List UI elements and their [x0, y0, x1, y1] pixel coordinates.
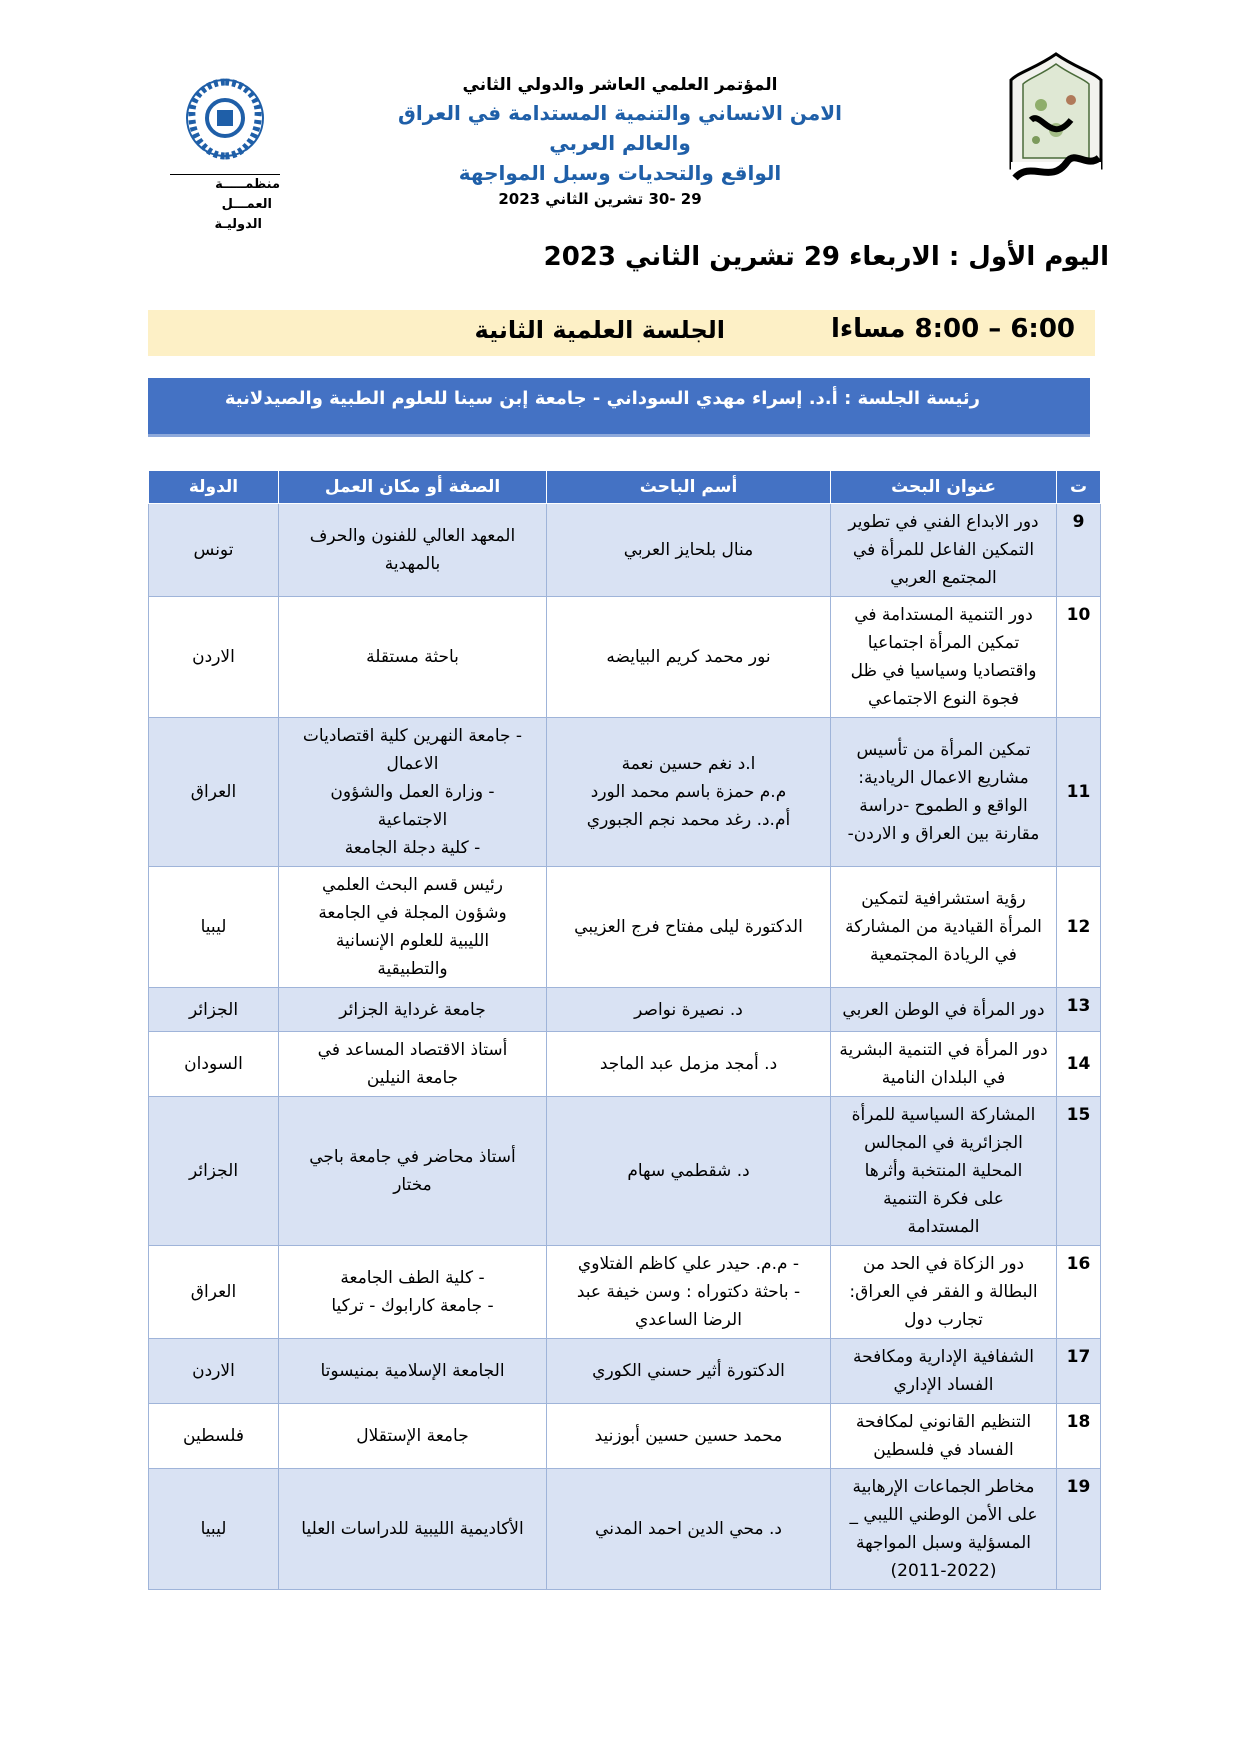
row-country: تونس	[149, 504, 279, 597]
row-affiliation: أستاذ محاضر في جامعة باجي مختار	[279, 1097, 547, 1246]
ilo-caption-3: الدوليـة	[214, 217, 262, 232]
row-affiliation: الجامعة الإسلامية بمنيسوتا	[279, 1339, 547, 1404]
ilo-caption-1: منظمـــــة	[215, 177, 280, 192]
row-num: 11	[1057, 718, 1101, 867]
row-affiliation: جامعة الإستقلال	[279, 1404, 547, 1469]
row-researcher: د. نصيرة نواصر	[547, 988, 831, 1032]
row-num: 18	[1057, 1404, 1101, 1469]
row-title: الشفافية الإدارية ومكافحة الفساد الإداري	[831, 1339, 1057, 1404]
row-researcher: نور محمد كريم البيايضه	[547, 597, 831, 718]
conference-dates: 29 -30 تشرين الثاني 2023	[498, 190, 702, 208]
row-title: تمكين المرأة من تأسيس مشاريع الاعمال الريادية: الواقع و الطموح -دراسة مقارنة بين العراق و الاردن-	[831, 718, 1057, 867]
row-affiliation: - كلية الطف الجامعة - جامعة كارابوك - تركيا	[279, 1246, 547, 1339]
table-row	[149, 597, 1101, 718]
session-name: الجلسة العلمية الثانية	[474, 316, 725, 344]
row-title: مخاطر الجماعات الإرهابية على الأمن الوطني الليبي _ المسؤلية وسبل المواجهة (2011-2022)	[831, 1469, 1057, 1590]
session-time: 6:00 – 8:00 مساءا	[830, 314, 1075, 344]
session-chair: رئيسة الجلسة : أ.د. إسراء مهدي السوداني - جامعة إبن سينا للعلوم الطبية والصيدلانية	[224, 388, 980, 409]
row-researcher: الدكتورة أثير حسني الكوري	[547, 1339, 831, 1404]
row-affiliation: المعهد العالي للفنون والحرف بالمهدية	[279, 504, 547, 597]
session-chair-bar	[148, 378, 1090, 437]
row-title: دور الابداع الفني في تطوير التمكين الفاعل للمرأة في المجتمع العربي	[831, 504, 1057, 597]
col-header-num: ت	[1057, 471, 1101, 504]
table-row	[149, 988, 1101, 1032]
row-researcher: د. شقطمي سهام	[547, 1097, 831, 1246]
row-country: العراق	[149, 718, 279, 867]
ilo-caption-2: العمـــل	[221, 197, 272, 212]
row-affiliation: باحثة مستقلة	[279, 597, 547, 718]
table-row	[149, 1469, 1101, 1590]
row-title: دور التنمية المستدامة في تمكين المرأة اجتماعيا واقتصاديا وسياسيا في ظل فجوة النوع الاجتماعي	[831, 597, 1057, 718]
row-num: 17	[1057, 1339, 1101, 1404]
row-title: التنظيم القانوني لمكافحة الفساد في فلسطين	[831, 1404, 1057, 1469]
row-num: 12	[1057, 867, 1101, 988]
row-affiliation: رئيس قسم البحث العلمي وشؤون المجلة في الجامعة الليبية للعلوم الإنسانية والتطبيقية	[279, 867, 547, 988]
conference-title: المؤتمر العلمي العاشر والدولي الثاني	[462, 75, 778, 95]
row-affiliation: أستاذ الاقتصاد المساعد في جامعة النيلين	[279, 1032, 547, 1097]
row-num: 16	[1057, 1246, 1101, 1339]
day-title: اليوم الأول : الاربعاء 29 تشرين الثاني 2023	[543, 242, 1109, 272]
table-row	[149, 718, 1101, 867]
hikma-logo	[1001, 50, 1111, 190]
row-researcher: منال بلحايز العربي	[547, 504, 831, 597]
row-num: 10	[1057, 597, 1101, 718]
row-country: فلسطين	[149, 1404, 279, 1469]
row-num: 14	[1057, 1032, 1101, 1097]
table-row	[149, 867, 1101, 988]
papers-table	[148, 470, 1101, 1590]
row-country: الاردن	[149, 1339, 279, 1404]
col-header-affiliation: الصفة أو مكان العمل	[279, 471, 547, 504]
row-title: دور المرأة في الوطن العربي	[831, 988, 1057, 1032]
row-affiliation: الأكاديمية الليبية للدراسات العليا	[279, 1469, 547, 1590]
conference-theme-line2: الواقع والتحديات وسبل المواجهة	[458, 161, 782, 185]
row-country: السودان	[149, 1032, 279, 1097]
col-header-researcher: أسم الباحث	[547, 471, 831, 504]
row-country: العراق	[149, 1246, 279, 1339]
table-row	[149, 1032, 1101, 1097]
row-num: 9	[1057, 504, 1101, 597]
table-row	[149, 1404, 1101, 1469]
table-row	[149, 1339, 1101, 1404]
row-country: الجزائر	[149, 988, 279, 1032]
table-row	[149, 1097, 1101, 1246]
row-num: 19	[1057, 1469, 1101, 1590]
row-researcher: محمد حسين حسين أبوزنيد	[547, 1404, 831, 1469]
session-bar	[148, 310, 1095, 356]
row-country: ليبيا	[149, 1469, 279, 1590]
row-country: ليبيا	[149, 867, 279, 988]
row-researcher: د. محي الدين احمد المدني	[547, 1469, 831, 1590]
conference-theme-line1: الامن الانساني والتنمية المستدامة في العراق والعالم العربي	[397, 101, 842, 155]
ilo-logo	[170, 76, 280, 232]
row-researcher: الدكتورة ليلى مفتاح فرج العزيبي	[547, 867, 831, 988]
row-title: رؤية استشرافية لتمكين المرأة القيادية من المشاركة في الريادة المجتمعية	[831, 867, 1057, 988]
row-country: الجزائر	[149, 1097, 279, 1246]
row-num: 15	[1057, 1097, 1101, 1246]
conference-header	[380, 72, 860, 188]
col-header-title: عنوان البحث	[831, 471, 1057, 504]
row-affiliation: - جامعة النهرين كلية اقتصاديات الاعمال - وزارة العمل والشؤون الاجتماعية - كلية دجلة الجامعة	[279, 718, 547, 867]
row-affiliation: جامعة غرداية الجزائر	[279, 988, 547, 1032]
row-num: 13	[1057, 988, 1101, 1032]
row-researcher: ا.د نغم حسين نعمة م.م حمزة باسم محمد الورد أم.د. رغد محمد نجم الجبوري	[547, 718, 831, 867]
row-title: المشاركة السياسية للمرأة الجزائرية في المجالس المحلية المنتخبة وأثرها على فكرة التنمية المستدامة	[831, 1097, 1057, 1246]
table-header-row	[149, 471, 1101, 504]
row-title: دور المرأة في التنمية البشرية في البلدان النامية	[831, 1032, 1057, 1097]
row-researcher: د. أمجد مزمل عبد الماجد	[547, 1032, 831, 1097]
col-header-country: الدولة	[149, 471, 279, 504]
row-researcher: - م.م. حيدر علي كاظم الفتلاوي - باحثة دكتوراه : وسن خيفة عبد الرضا الساعدي	[547, 1246, 831, 1339]
row-title: دور الزكاة في الحد من البطالة و الفقر في العراق: تجارب دول	[831, 1246, 1057, 1339]
row-country: الاردن	[149, 597, 279, 718]
table-row	[149, 1246, 1101, 1339]
table-row	[149, 504, 1101, 597]
